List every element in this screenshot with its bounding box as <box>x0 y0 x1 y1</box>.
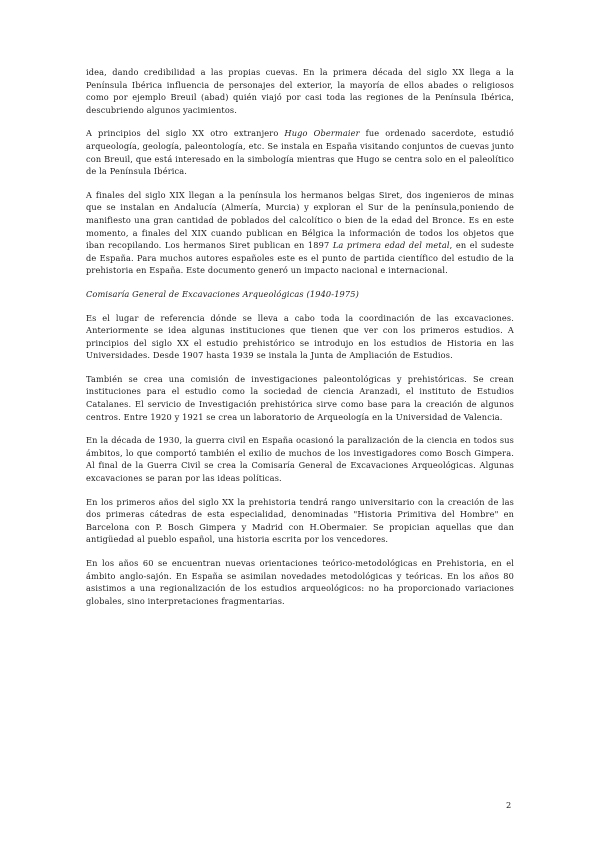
paragraph-coordinacion: Es el lugar de referencia dónde se lleva a cabo toda la coordinación de las excavaciones. Anteriormente se idea algunas instituciones que tienen que ver con los primeros estudios. A principios del siglo XX el estudio prehistórico se introdujo en los estudios de Historia en las Universidades. Desde 1907 hasta 1939 se instala la Junta de Ampliación de Estudios. <box>86 312 514 361</box>
section-heading: Comisaría General de Excavaciones Arqueológicas (1940-1975) <box>86 288 359 299</box>
paragraph-siret-body: , en el sudeste de España. Para muchos autores españoles este es el punto de partida científico del estudio de la prehistoria en España. Este documento generó un impacto nacional e internacional. <box>86 240 514 276</box>
paragraph-breuil: idea, dando credibilidad a las propias cuevas. En la primera década del siglo XX llega a la Península Ibérica influencia de personajes del exterior, la mayoría de ellos abades o religiosos como por ejemplo Breuil (abad) quién viajó por casi toda las regiones de la Península Ibérica, descubriendo algunos yacimientos. <box>86 67 514 115</box>
paragraph-anos-60: En los años 60 se encuentran nuevas orientaciones teórico-metodológicas en Prehistoria, en el ámbito anglo-sajón. En España se asimilan novedades metodológicas y teóricas. En los años 80 asistimos a una regionalización de los estudios arqueológicos: no ha proporcionado variaciones globales, sino interpretaciones fragmentarias. <box>86 558 514 606</box>
paragraph-siret-intro: A finales del siglo XIX llegan a la península los hermanos belgas Siret, dos ingenieros de minas que se instalan en Andalucía (Almería, Murcia) y exploran el Sur de la península,poniendo de manifiesto una gran cantidad de poblados del calcolítico o bien de la edad del Bronce. Es en este momento, a finales del XIX cuando publican en Bélgica la información de todos los objetos que iban recopilando. Los hermanos Siret publican en 1897 <box>86 189 514 251</box>
paragraph-obermaier-body: fue ordenado sacerdote, estudió arqueología, geología, paleontología, etc. Se instala en España visitando conjuntos de cuevas junto con Breuil, que está interesado en la simbología mientras que Hugo se centra solo en el paleolítico de la Península Ibérica. <box>86 128 514 177</box>
name-hugo-obermaier: Hugo Obermaier <box>284 128 360 139</box>
paragraph-obermaier-intro: A principios del siglo XX otro extranjero <box>86 128 285 139</box>
paragraph-guerra-civil: En la década de 1930, la guerra civil en España ocasionó la paralización de la ciencia en todos sus ámbitos, lo que comportó también el exilio de muchos de los investigadores como Bosch Gimpera. Al final de la Guerra Civil se crea la Comisaría General de Excavaciones Arqueológicas. Algunas excavaciones se paran por las ideas políticas. <box>86 435 514 484</box>
paragraph-siret <box>86 189 514 277</box>
title-primera-edad-metal: La primera edad del metal <box>332 240 450 251</box>
paragraph-catedras: En los primeros años del siglo XX la prehistoria tendrá rango universitario con la creación de las dos primeras cátedras de esta especialidad, denominadas "Historia Primitiva del Hombre" en Barcelona con P. Bosch Gimpera y Madrid con H.Obermaier. Se propician aquellas que dan antigüedad al pueblo español, una historia escrita por los vencedores. <box>86 496 514 545</box>
page-number: 2 <box>506 800 512 810</box>
document-page <box>86 66 514 618</box>
paragraph-comision: También se crea una comisión de investigaciones paleontológicas y prehistóricas. Se crean instituciones para el estudio como la sociedad de ciencia Aranzadi, el instituto de Estudios Catalanes. El servicio de Investigación prehistórica sirve como base para la creación de algunos centros. Entre 1920 y 1921 se crea un laboratorio de Arqueología en la Universidad de Valencia. <box>86 373 514 422</box>
paragraph-obermaier <box>86 127 514 177</box>
